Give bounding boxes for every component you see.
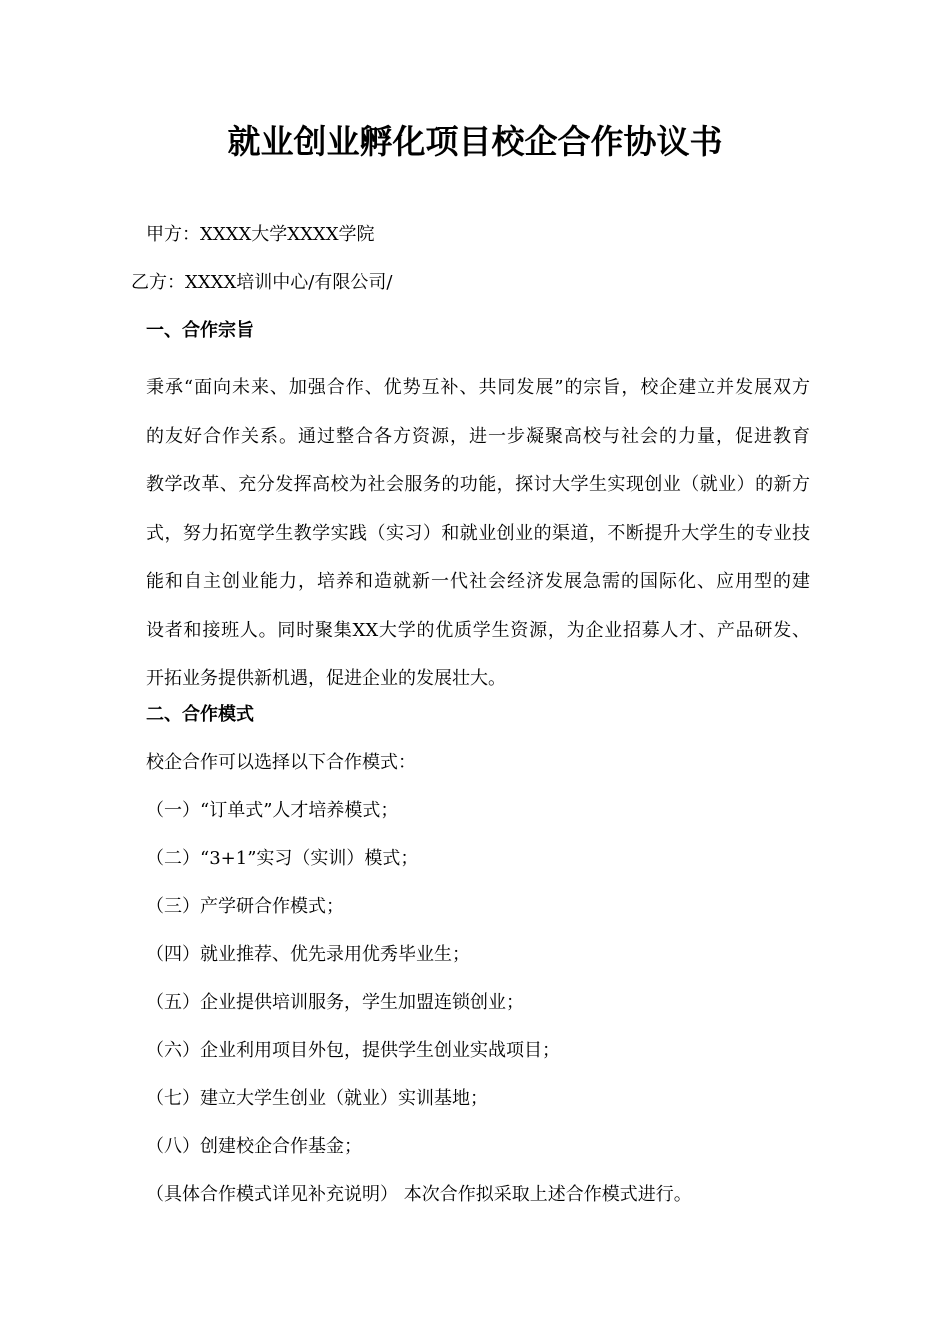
mode-item: （七）建立大学生创业（就业）实训基地； xyxy=(146,1088,488,1109)
mode-item: （六）企业利用项目外包，提供学生创业实战项目； xyxy=(146,1040,560,1061)
paragraph-line: 式，努力拓宽学生教学实践（实习）和就业创业的渠道，不断提升大学生的专业技 xyxy=(146,522,810,544)
modes-closing: （具体合作模式详见补充说明） 本次合作拟采取上述合作模式进行。 xyxy=(146,1184,692,1205)
party-b: 乙方：XXXX培训中心/有限公司/ xyxy=(131,272,393,293)
party-a: 甲方：XXXX大学XXXX学院 xyxy=(146,224,375,245)
paragraph-line: 的友好合作关系。通过整合各方资源，进一步凝聚高校与社会的力量，促进教育 xyxy=(146,425,810,447)
mode-item: （五）企业提供培训服务，学生加盟连锁创业； xyxy=(146,992,524,1013)
paragraph-line: 秉承“面向未来、加强合作、优势互补、共同发展”的宗旨，校企建立并发展双方 xyxy=(146,377,810,398)
paragraph-line: 设者和接班人。同时聚集XX大学的优质学生资源，为企业招募人才、产品研发、 xyxy=(146,619,810,641)
mode-item: （八）创建校企合作基金； xyxy=(146,1136,362,1157)
mode-item: （四）就业推荐、优先录用优秀毕业生； xyxy=(146,944,470,965)
mode-item: （三）产学研合作模式； xyxy=(146,896,344,917)
modes-intro: 校企合作可以选择以下合作模式： xyxy=(146,752,416,773)
mode-item: （二）“3+1”实习（实训）模式； xyxy=(146,848,419,869)
mode-item: （一）“订单式”人才培养模式； xyxy=(146,800,399,821)
document-title: 就业创业孵化项目校企合作协议书 xyxy=(227,122,723,161)
paragraph-line: 能和自主创业能力，培养和造就新一代社会经济发展急需的国际化、应用型的建 xyxy=(146,571,810,592)
section-heading-modes: 二、合作模式 xyxy=(146,704,254,725)
purpose-paragraph xyxy=(146,364,810,704)
paragraph-line: 教学改革、充分发挥高校为社会服务的功能，探讨大学生实现创业（就业）的新方 xyxy=(146,474,810,495)
paragraph-line: 开拓业务提供新机遇，促进企业的发展壮大。 xyxy=(146,668,506,689)
section-heading-purpose: 一、合作宗旨 xyxy=(146,320,254,341)
